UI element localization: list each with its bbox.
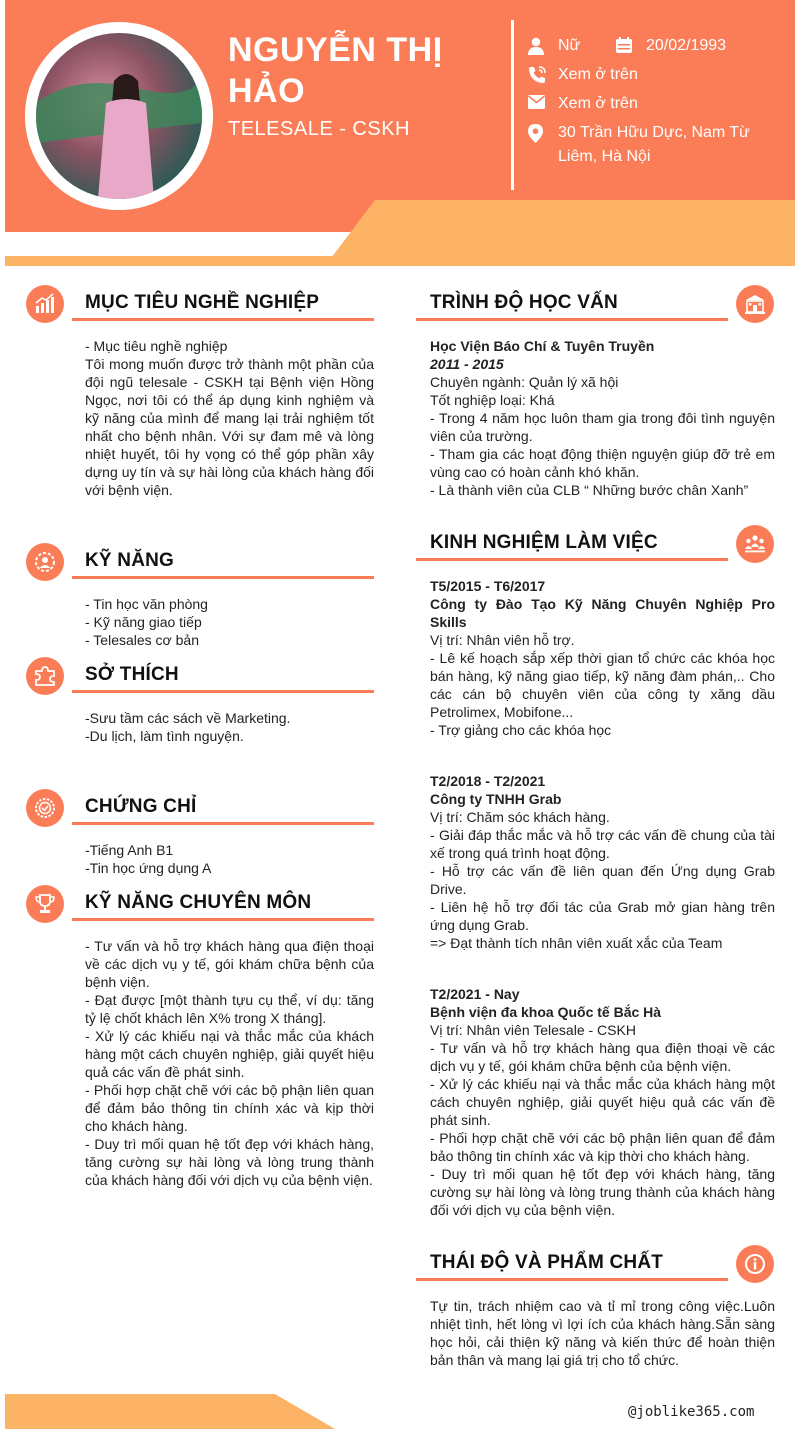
info-icon — [736, 1245, 774, 1283]
pro-skill-item: - Xử lý các khiếu nại và thắc mắc của khách hàng một cách chuyên nghiệp, giải quyết hiệu quả các vấn đề phát sinh. — [85, 1028, 374, 1080]
certificates-title: CHỨNG CHỈ — [85, 796, 197, 817]
job-line: - Trợ giảng cho các khóa học — [430, 722, 612, 738]
skills-underline — [72, 576, 374, 579]
education-line: Tốt nghiệp loại: Khá — [430, 392, 555, 408]
pro-skills-title: KỸ NĂNG CHUYÊN MÔN — [85, 892, 312, 913]
trophy-icon — [26, 885, 64, 923]
address-row — [528, 121, 758, 171]
dob-value: 20/02/1993 — [646, 37, 727, 54]
pro-skill-item: - Đạt được [một thành tựu cụ thể, ví dụ: tăng tỷ lệ chốt khách lên X% trong X tháng]. — [85, 992, 374, 1026]
education-line: - Tham gia các hoạt động thiện nguyện giúp đỡ trẻ em vùng cao có hoàn cảnh khó khăn. — [430, 446, 775, 480]
experience-underline — [416, 558, 728, 561]
phone-row — [528, 63, 778, 87]
skills-body — [85, 595, 374, 649]
job-line: - Liên hệ hỗ trợ đối tác của Grab mở gian hàng trên ứng dụng Grab. — [430, 899, 775, 933]
job-line: Vị trí: Nhân viên Telesale - CSKH — [430, 1022, 636, 1038]
attitude-underline — [416, 1278, 728, 1281]
location-pin-icon — [528, 124, 543, 143]
watermark: @joblike365.com — [628, 1404, 755, 1420]
skill-item: - Kỹ năng giao tiếp — [85, 614, 202, 630]
attitude-body: Tự tin, trách nhiệm cao và tỉ mỉ trong công việc.Luôn nhiệt tình, hết lòng vì lợi ích của khách hàng.Sẵn sàng học hỏi, cải thiện kỹ năng và kiến thức để hoàn thiện bản thân và mang lại giá trị cho tổ chức. — [430, 1298, 775, 1368]
calendar-icon — [616, 37, 632, 53]
job-company: Bệnh viện đa khoa Quốc tế Bắc Hà — [430, 1004, 662, 1020]
skill-item: - Telesales cơ bản — [85, 632, 199, 648]
pro-skill-item: - Phối hợp chặt chẽ với các bộ phận liên quan để đảm bảo thông tin chính xác và kịp thời cho khách hàng. — [85, 1082, 374, 1134]
job-line: - Giải đáp thắc mắc và hỗ trợ các vấn đề chung của tài xế trong quá trình hoạt động. — [430, 827, 775, 861]
certificate-item: -Tin học ứng dụng A — [85, 860, 212, 876]
education-underline — [416, 318, 728, 321]
skills-title: KỸ NĂNG — [85, 550, 175, 571]
job-line: - Lê kế hoạch sắp xếp thời gian tổ chức các khóa học bán hàng, kỹ năng giao tiếp, kỹ năng đàm phán,.. Cho các cán bộ chuyên viên của công ty xăng dầu Petrolimex, Mobifone... — [430, 650, 775, 720]
phone-icon — [528, 66, 546, 84]
school-icon — [736, 285, 774, 323]
certificates-underline — [72, 822, 374, 825]
job-line: - Phối hợp chặt chẽ với các bộ phận liên quan để đảm bảo thông tin chính xác và kịp thời cho khách hàng. — [430, 1130, 775, 1164]
chart-icon — [26, 285, 64, 323]
job-line: - Hỗ trợ các vấn đề liên quan đến Ứng dụng Grab Drive. — [430, 863, 775, 897]
job-line: Vị trí: Nhân viên hỗ trợ. — [430, 632, 575, 648]
hobbies-underline — [72, 690, 374, 693]
job-line: - Tư vấn và hỗ trợ khách hàng qua điện thoại về các dịch vụ y tế, gói khám chữa bệnh của bệnh viện. — [430, 1040, 775, 1074]
phone-value: Xem ở trên — [558, 66, 638, 83]
objective-line: - Mục tiêu nghề nghiệp — [85, 338, 228, 354]
job-title: TELESALE - CSKH — [228, 118, 411, 140]
pro-skills-underline — [72, 918, 374, 921]
job-period: T2/2018 - T2/2021 — [430, 773, 546, 789]
puzzle-icon — [26, 657, 64, 695]
footer-band — [5, 1394, 345, 1429]
mail-icon — [528, 95, 545, 109]
job-entry — [430, 772, 775, 952]
job-period: T2/2021 - Nay — [430, 986, 520, 1002]
education-body — [430, 337, 775, 499]
job-entry — [430, 985, 775, 1219]
education-line: Chuyên ngành: Quản lý xã hội — [430, 374, 619, 390]
job-entry — [430, 577, 775, 739]
education-line: - Là thành viên của CLB “ Những bước chân Xanh” — [430, 482, 749, 498]
job-line: => Đạt thành tích nhân viên xuất xắc của Team — [430, 935, 723, 951]
header-divider — [511, 20, 514, 190]
job-line: - Xử lý các khiếu nại và thắc mắc của khách hàng một cách chuyên nghiệp, giải quyết hiệu quả các vấn đề phát sinh. — [430, 1076, 775, 1128]
email-value: Xem ở trên — [558, 95, 638, 112]
badge-check-icon — [26, 789, 64, 827]
dob-row — [616, 34, 786, 58]
address-value: 30 Trần Hữu Dực, Nam Từ Liêm, Hà Nội — [558, 124, 750, 165]
avatar — [36, 33, 202, 199]
objective-title: MỤC TIÊU NGHỀ NGHIỆP — [85, 292, 320, 313]
school-years: 2011 - 2015 — [430, 356, 504, 372]
job-period: T5/2015 - T6/2017 — [430, 578, 546, 594]
pro-skills-body — [85, 937, 374, 1189]
gender-row — [528, 34, 628, 58]
skill-item: - Tin học văn phòng — [85, 596, 208, 612]
job-company: Công ty Đào Tạo Kỹ Năng Chuyên Nghiệp Pro Skills — [430, 596, 775, 630]
school-name: Học Viện Báo Chí & Tuyên Truyền — [430, 338, 655, 354]
email-row — [528, 92, 778, 116]
candidate-name: NGUYỄN THỊ HẢO — [228, 31, 443, 110]
objective-underline — [72, 318, 374, 321]
job-line: - Duy trì mối quan hệ tốt đẹp với khách hàng, tăng cường sự hài lòng và lòng trung thành của khách hàng đối với dịch vụ của bệnh viện. — [430, 1166, 775, 1218]
education-title: TRÌNH ĐỘ HỌC VẤN — [430, 292, 618, 313]
team-icon — [736, 525, 774, 563]
pro-skill-item: - Duy trì mối quan hệ tốt đẹp với khách hàng, tăng cường sự hài lòng và lòng trung thành của khách hàng đối với dịch vụ của bệnh viện. — [85, 1136, 374, 1188]
gender-value: Nữ — [558, 37, 581, 54]
hobbies-body — [85, 709, 374, 745]
job-company: Công ty TNHH Grab — [430, 791, 562, 807]
pro-skill-item: - Tư vấn và hỗ trợ khách hàng qua điện thoại về các dịch vụ y tế, gói khám chữa bệnh của bệnh viện. — [85, 938, 374, 990]
hobbies-title: SỞ THÍCH — [85, 664, 179, 685]
user-icon — [528, 37, 544, 55]
hobby-item: -Du lịch, làm tình nguyện. — [85, 728, 244, 744]
education-line: - Trong 4 năm học luôn tham gia trong đôi tình nguyện viên của trường. — [430, 410, 775, 444]
certificates-body — [85, 841, 374, 877]
hobby-item: -Sưu tầm các sách về Marketing. — [85, 710, 291, 726]
objective-line: Tôi mong muốn được trở thành một phần của đội ngũ telesale - CSKH tại Bệnh viện Hồng Ngọc, nơi tôi có thể áp dụng kinh nghiệm và kỹ năng của mình để mang lại trải nghiệm tốt nhất cho bệnh nhân. Với sự đam mê và lòng nhiệt huyết, tôi hy vọng có thể góp phần xây dựng uy tín và sự hài lòng của khách hàng đối với bệnh viện. — [85, 356, 374, 498]
gear-user-icon — [26, 543, 64, 581]
objective-body — [85, 337, 374, 499]
certificate-item: -Tiếng Anh B1 — [85, 842, 174, 858]
job-line: Vị trí: Chăm sóc khách hàng. — [430, 809, 610, 825]
experience-title: KINH NGHIỆM LÀM VIỆC — [430, 532, 658, 553]
attitude-title: THÁI ĐỘ VÀ PHẨM CHẤT — [430, 1252, 664, 1273]
